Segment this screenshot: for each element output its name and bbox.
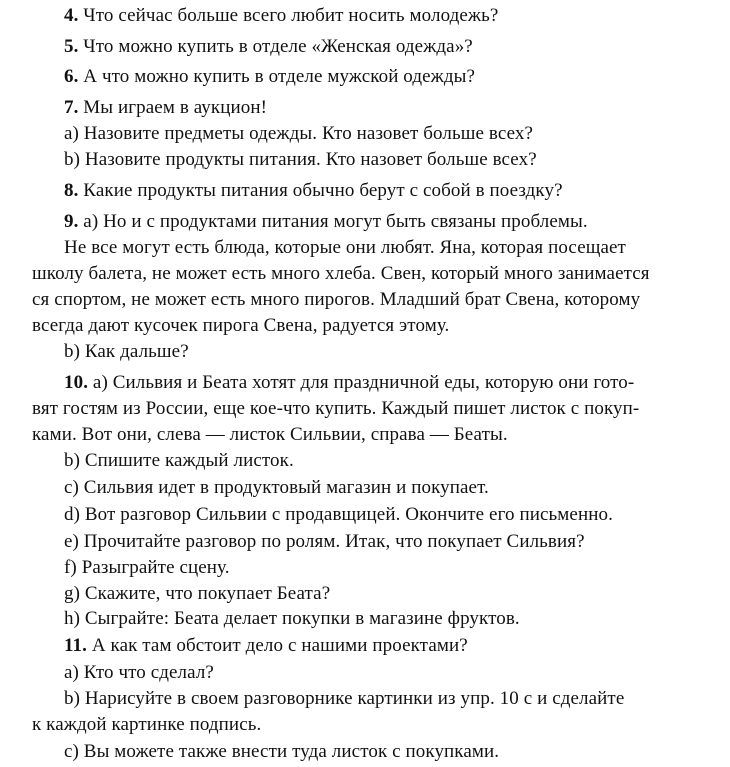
exercise-10a: [64, 371, 634, 395]
exercise-7a: [64, 122, 533, 146]
exercise-5: [64, 35, 473, 59]
exercise-10d: [64, 503, 613, 527]
exercise-4: [64, 4, 498, 28]
exercise-number: 5.: [64, 36, 79, 57]
line-text: b) Назовите продукты питания. Кто назовет больше всех?: [64, 149, 537, 170]
exercise-6: [64, 65, 475, 89]
exercise-9b: [64, 340, 189, 364]
line-text: а) Сильвия и Беата хотят для праздничной еды, которую они гото-: [88, 372, 635, 393]
exercise-10b: [64, 449, 294, 473]
exercise-number: 4.: [64, 5, 79, 26]
paragraph-line: [32, 288, 640, 312]
exercise-10h: [64, 607, 520, 631]
line-text: Что можно купить в отделе «Женская одежда»?: [78, 36, 473, 57]
line-text: ся спортом, не может есть много пирогов. Младший брат Свена, которому: [32, 289, 641, 310]
exercise-number: 9.: [64, 211, 79, 232]
line-text: к каждой картинке подпись.: [32, 714, 262, 735]
line-text: h) Сыграйте: Беата делает покупки в магазине фруктов.: [64, 608, 520, 629]
line-text: Что сейчас больше всего любит носить молодежь?: [78, 5, 499, 26]
exercise-9a: [64, 210, 588, 234]
paragraph-line: [32, 397, 639, 421]
line-text: b) Спишите каждый листок.: [64, 450, 294, 471]
exercise-11: [64, 634, 468, 658]
line-text: a) Кто что сделал?: [64, 662, 214, 683]
exercise-number: 6.: [64, 66, 79, 87]
line-text: b) Как дальше?: [64, 341, 189, 362]
line-text: Мы играем в аукцион!: [78, 97, 268, 118]
line-text: c) Вы можете также внести туда листок с покупками.: [64, 741, 500, 762]
line-text: g) Скажите, что покупает Беата?: [64, 583, 331, 604]
line-text: e) Прочитайте разговор по ролям. Итак, что покупает Сильвия?: [64, 531, 585, 552]
paragraph-line: [64, 236, 626, 260]
line-text: d) Вот разговор Сильвии с продавщицей. Окончите его письменно.: [64, 504, 613, 525]
line-text: ками. Вот они, слева — листок Сильвии, справа — Беаты.: [32, 424, 508, 445]
exercise-7: [64, 96, 267, 120]
paragraph-line: [32, 262, 650, 286]
line-text: а) Но и с продуктами питания могут быть связаны проблемы.: [78, 211, 588, 232]
line-text: Какие продукты питания обычно берут с собой в поездку?: [78, 180, 563, 201]
paragraph-line: [32, 713, 261, 737]
exercise-number: 7.: [64, 97, 79, 118]
exercise-11a: [64, 661, 214, 685]
line-text: f) Разыграйте сцену.: [64, 557, 230, 578]
line-text: c) Сильвия идет в продуктовый магазин и покупает.: [64, 477, 489, 498]
line-text: a) Назовите предметы одежды. Кто назовет больше всех?: [64, 123, 533, 144]
exercise-10g: [64, 582, 330, 606]
line-text: всегда дают кусочек пирога Свена, радуется этому.: [32, 315, 450, 336]
exercise-number: 8.: [64, 180, 79, 201]
exercise-7b: [64, 148, 537, 172]
paragraph-line: [32, 423, 508, 447]
paragraph-line: [32, 314, 449, 338]
line-text: вят гостям из России, еще кое-что купить. Каждый пишет листок с покуп-: [32, 398, 640, 419]
line-text: b) Нарисуйте в своем разговорнике картинки из упр. 10 с и сделайте: [64, 688, 625, 709]
exercise-10e: [64, 530, 585, 554]
line-text: школу балета, не может есть много хлеба. Свен, который много занимается: [32, 263, 650, 284]
line-text: А как там обстоит дело с нашими проектами?: [87, 635, 468, 656]
line-text: Не все могут есть блюда, которые они любят. Яна, которая посещает: [64, 237, 626, 258]
exercise-number: 11.: [64, 635, 88, 656]
exercise-8: [64, 179, 563, 203]
exercise-11b: [64, 687, 624, 711]
exercise-number: 10.: [64, 372, 89, 393]
exercise-11c: [64, 740, 499, 764]
exercise-10c: [64, 476, 489, 500]
exercise-10f: [64, 556, 230, 580]
line-text: А что можно купить в отделе мужской одежды?: [78, 66, 476, 87]
